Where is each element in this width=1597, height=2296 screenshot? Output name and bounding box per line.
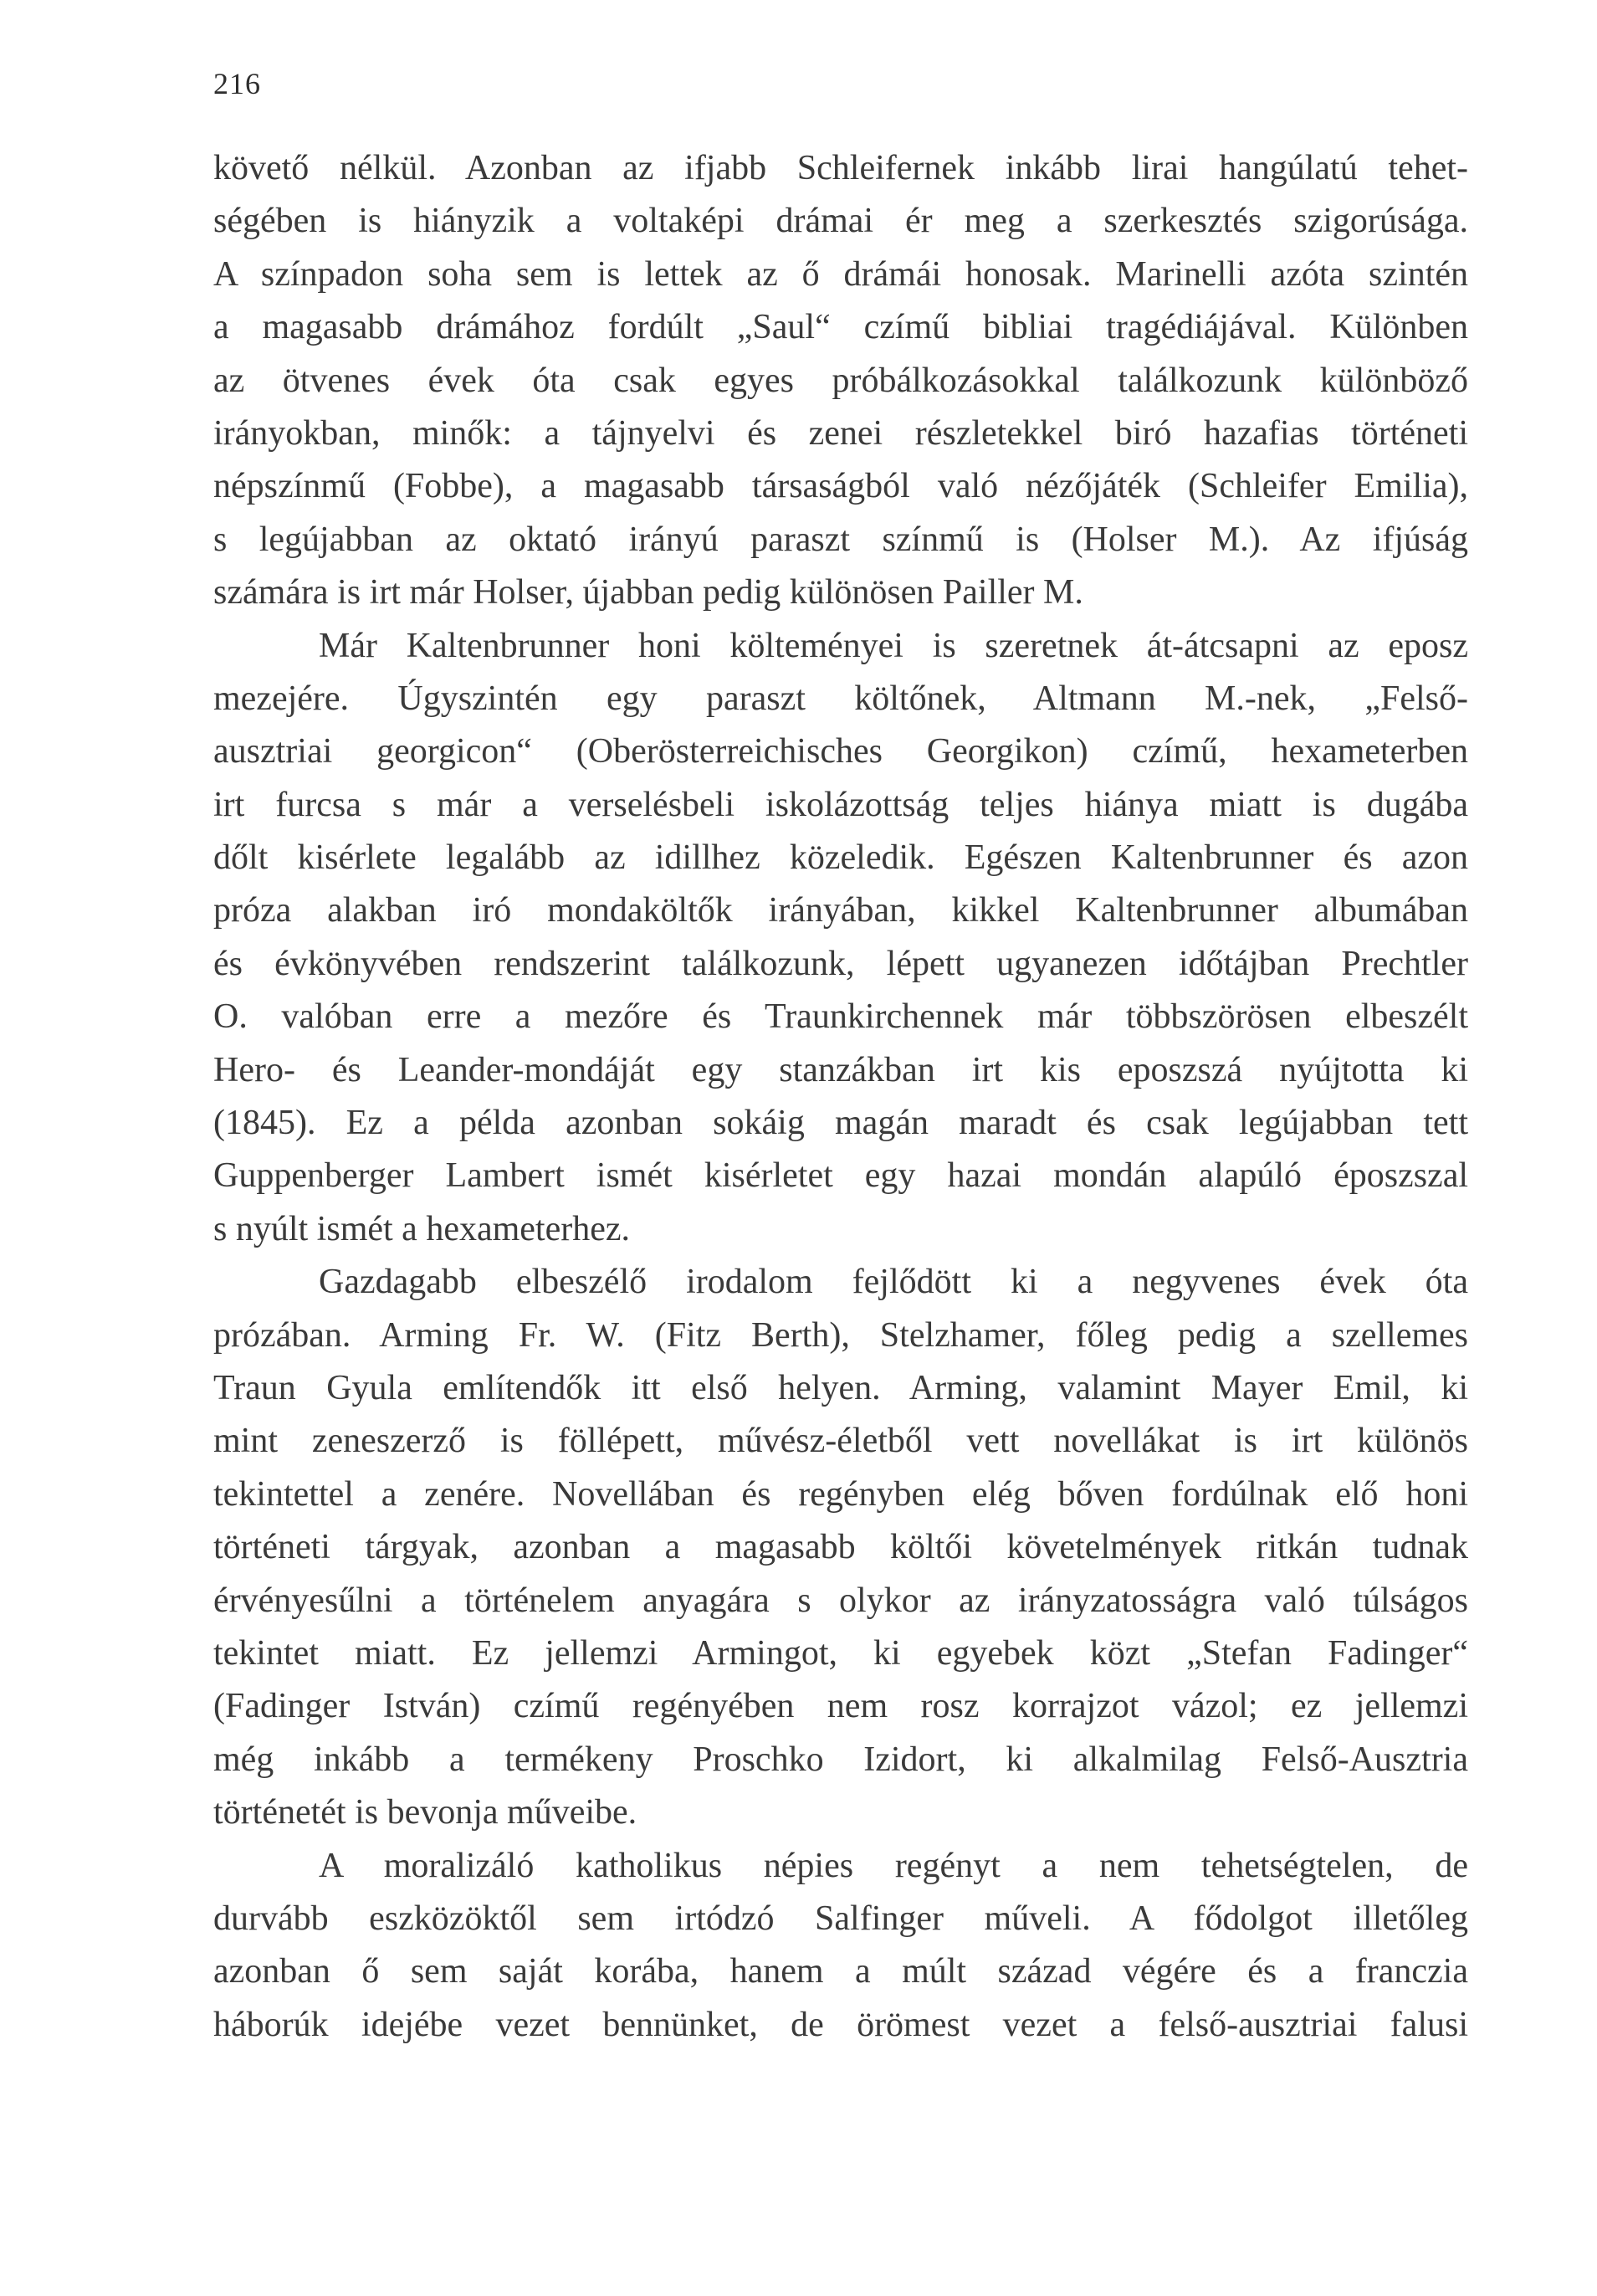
text-line: ségében is hiányzik a voltaképi drámai ér meg a szerkesztés szigorúsága.: [213, 202, 1468, 241]
paragraph-first-line: A moralizáló katholikus népies regényt a nem tehetségtelen, de: [319, 1846, 1468, 1885]
text-line: és évkönyvében rendszerint találkozunk, lépett ugyanezen időtájban Prechtler: [213, 944, 1468, 983]
text-line: durvább eszközöktől sem irtódzó Salfinger műveli. A fődolgot illetőleg: [213, 1899, 1468, 1938]
text-line: ausztriai georgicon“ (Oberösterreichisches Georgikon) czímű, hexameterben: [213, 732, 1468, 771]
page-number: 216: [213, 67, 261, 100]
text-line: prózában. Arming Fr. W. (Fitz Berth), Stelzhamer, főleg pedig a szellemes: [213, 1315, 1468, 1355]
text-line: népszínmű (Fobbe), a magasabb társaságból való nézőjáték (Schleifer Emilia),: [213, 467, 1468, 506]
text-line: dőlt kisérlete legalább az idillhez közeledik. Egészen Kaltenbrunner és azon: [213, 838, 1468, 878]
text-line: az ötvenes évek óta csak egyes próbálkozásokkal találkozunk különböző: [213, 361, 1468, 400]
text-line: s legújabban az oktató irányú paraszt színmű is (Holser M.). Az ifjúság: [213, 520, 1468, 559]
text-line: Hero- és Leander-mondáját egy stanzákban irt kis eposzszá nyújtotta ki: [213, 1050, 1468, 1089]
text-line: (Fadinger István) czímű regényében nem rosz korrajzot vázol; ez jellemzi: [213, 1687, 1468, 1726]
text-line: Traun Gyula említendők itt első helyen. Arming, valamint Mayer Emil, ki: [213, 1368, 1468, 1407]
paragraph-first-line: Már Kaltenbrunner honi költeményei is szeretnek át-átcsapni az eposz: [319, 626, 1468, 665]
text-line: Guppenberger Lambert ismét kisérletet egy hazai mondán alapúló époszszal: [213, 1156, 1468, 1196]
text-line: a magasabb drámához fordúlt „Saul“ czímű bibliai tragédiájával. Különben: [213, 308, 1468, 347]
text-line: irt furcsa s már a verselésbeli iskolázottság teljes hiánya miatt is dugába: [213, 785, 1468, 824]
text-line: irányokban, minők: a tájnyelvi és zenei részletekkel biró hazafias történeti: [213, 413, 1468, 453]
text-line: még inkább a termékeny Proschko Izidort, ki alkalmilag Felső-Ausztria: [213, 1740, 1468, 1779]
text-line: A színpadon soha sem is lettek az ő drámái honosak. Marinelli azóta szintén: [213, 254, 1468, 294]
paragraph-first-line: Gazdagabb elbeszélő irodalom fejlődött ki a negyvenes évek óta: [319, 1263, 1468, 1302]
text-line: háborúk idejébe vezet bennünket, de örömest vezet a felső-ausztriai falusi: [213, 2005, 1468, 2044]
text-line: mint zeneszerző is föllépett, művész-életből vett novellákat is irt különös: [213, 1422, 1468, 1461]
text-line: O. valóban erre a mezőre és Traunkirchennek már többszörösen elbeszélt: [213, 997, 1468, 1037]
text-line: történetét is bevonja műveibe.: [213, 1793, 637, 1832]
text-line: tekintettel a zenére. Novellában és regényben elég bőven fordúlnak elő honi: [213, 1474, 1468, 1514]
text-line: történeti tárgyak, azonban a magasabb költői követelmények ritkán tudnak: [213, 1528, 1468, 1567]
body-text: [213, 142, 1468, 2052]
text-line: azonban ő sem saját korába, hanem a múlt század végére és a franczia: [213, 1952, 1468, 1991]
text-line: követő nélkül. Azonban az ifjabb Schleifernek inkább lirai hangúlatú tehet-: [213, 149, 1468, 187]
text-line: érvényesűlni a történelem anyagára s olykor az irányzatosságra való túlságos: [213, 1581, 1468, 1620]
text-line: számára is irt már Holser, újabban pedig különösen Pailler M.: [213, 573, 1083, 612]
text-line: próza alakban iró mondaköltők irányában, kikkel Kaltenbrunner albumában: [213, 891, 1468, 930]
text-line: s nyúlt ismét a hexameterhez.: [213, 1209, 630, 1248]
text-line: mezejére. Úgyszintén egy paraszt költőnek, Altmann M.-nek, „Felső-: [213, 679, 1468, 718]
text-line: (1845). Ez a példa azonban sokáig magán maradt és csak legújabban tett: [213, 1104, 1468, 1143]
text-line: tekintet miatt. Ez jellemzi Armingot, ki egyebek közt „Stefan Fadinger“: [213, 1633, 1468, 1673]
